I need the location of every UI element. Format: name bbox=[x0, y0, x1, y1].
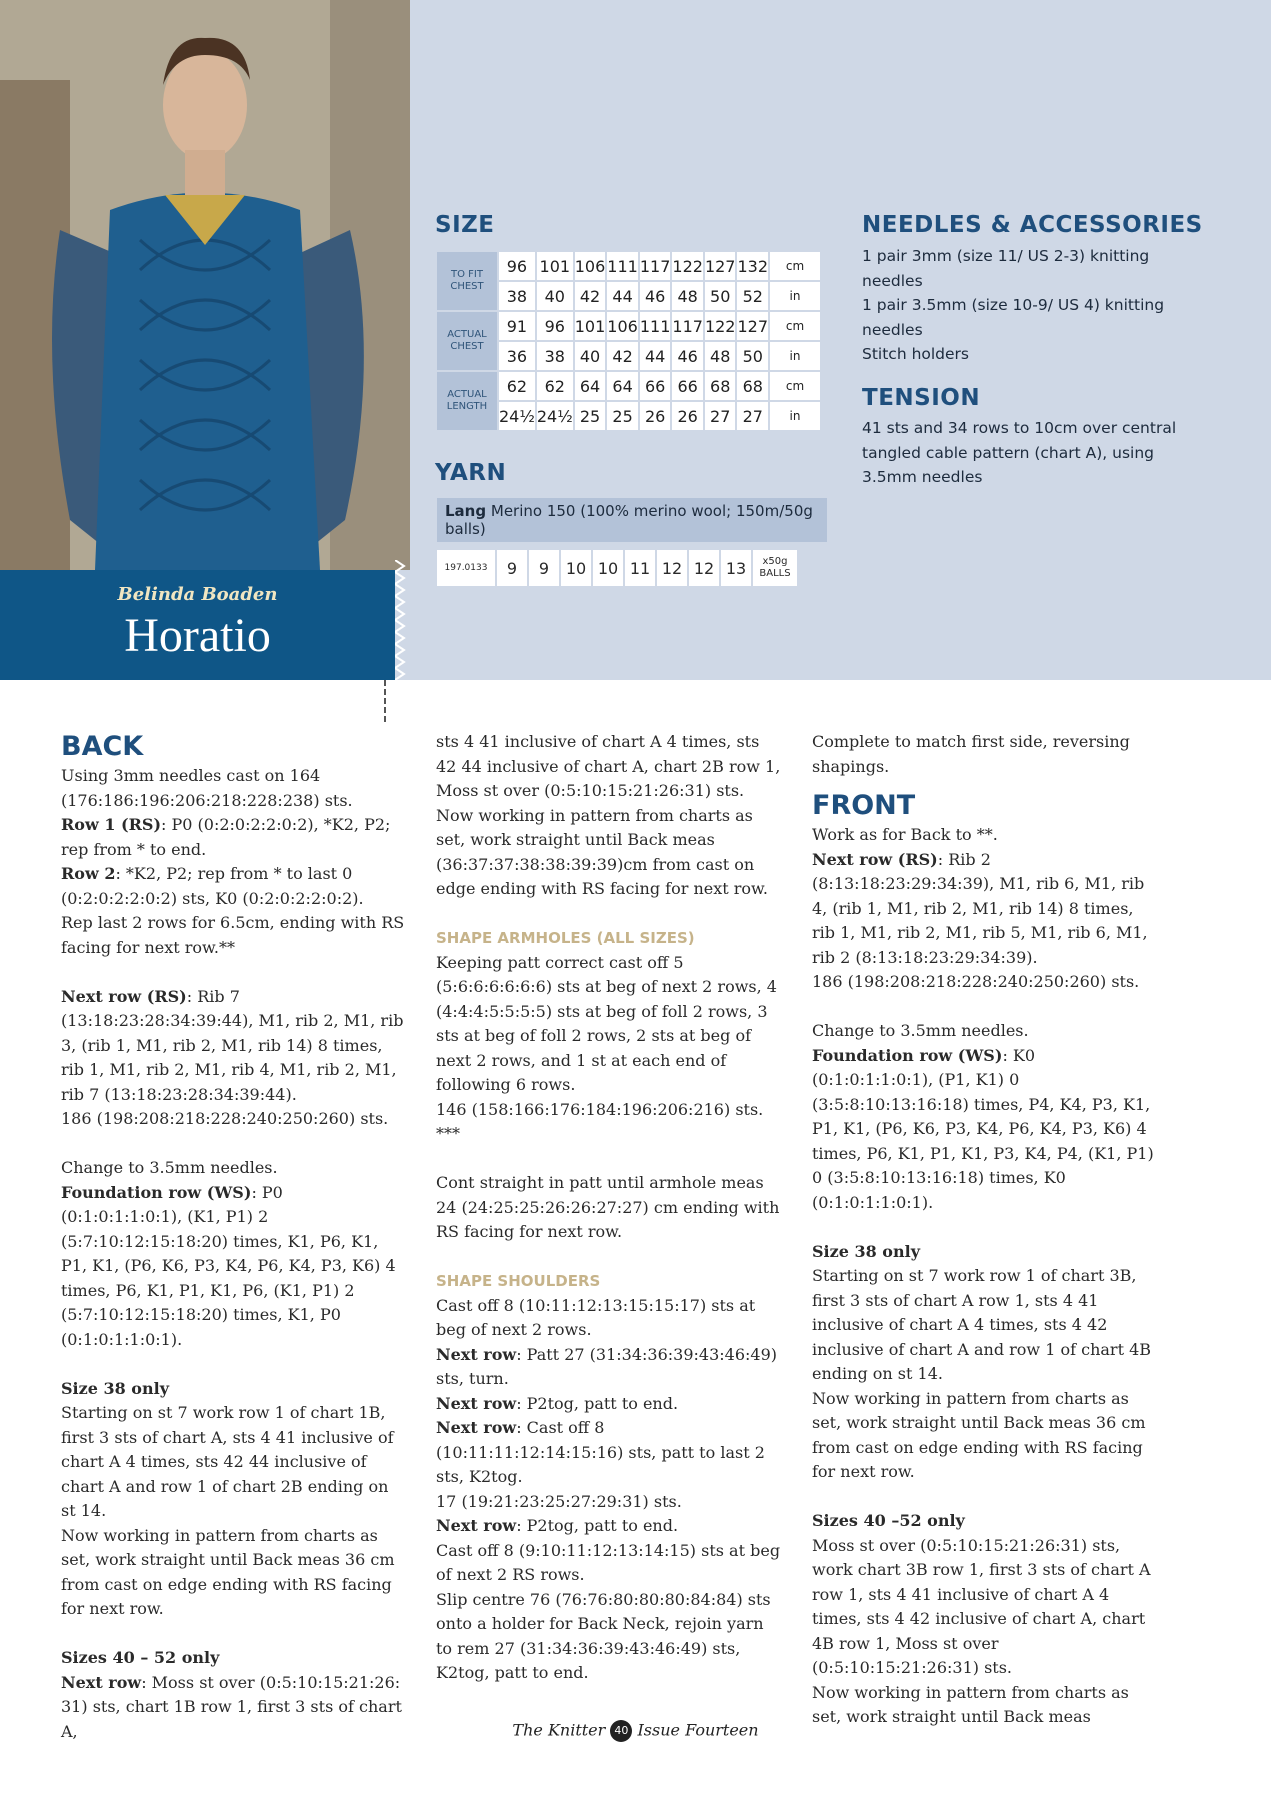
dashed-divider bbox=[384, 680, 386, 722]
designer-name: Belinda Boaden bbox=[117, 584, 278, 605]
size-cell: 68 bbox=[705, 372, 736, 400]
tension-text bbox=[862, 416, 1192, 490]
size-cell: 117 bbox=[672, 312, 703, 340]
yarn-table bbox=[435, 548, 799, 588]
shoulders-text: Next row: Cast off 8 (10:11:11:12:14:15:16) sts, patt to last 2 sts, K2tog. bbox=[436, 1418, 765, 1486]
shoulders-text: Slip centre 76 (76:76:80:80:80:84:84) sts onto a holder for Back Neck, rejoin yarn to rem 27 (31:34:36:39:43:46:49) sts, K2tog, patt to end. bbox=[436, 1589, 771, 1682]
size-cell: 25 bbox=[607, 402, 638, 430]
shoulders-text: Cast off 8 (10:11:12:13:15:15:17) sts at beg of next 2 rows. bbox=[436, 1295, 756, 1339]
size-cell: 91 bbox=[499, 312, 535, 340]
size-cell: 132 bbox=[737, 252, 768, 280]
yarn-heading: YARN bbox=[435, 460, 507, 486]
size-cell: 96 bbox=[499, 252, 535, 280]
back-row2: Row 2: *K2, P2; rep from * to last 0 (0:2:0:2:2:0:2) sts, K0 (0:2:0:2:2:0:2). bbox=[61, 864, 364, 908]
size-cell: 68 bbox=[737, 372, 768, 400]
size-cell: 52 bbox=[737, 282, 768, 310]
size-cell: 44 bbox=[607, 282, 638, 310]
yarn-cell: 11 bbox=[625, 550, 655, 586]
size-cell: 101 bbox=[537, 252, 573, 280]
issue-name: Issue Fourteen bbox=[637, 1720, 759, 1740]
size-cell: 46 bbox=[672, 342, 703, 370]
shoulders-text: Cast off 8 (9:10:11:12:13:14:15) sts at beg of next 2 RS rows. bbox=[436, 1540, 781, 1584]
unit-cell: in bbox=[770, 342, 820, 370]
needles-line: 1 pair 3mm (size 11/ US 2-3) knitting needles bbox=[862, 247, 1150, 290]
size-cell: 27 bbox=[737, 402, 768, 430]
front-sizes40-text: Moss st over (0:5:10:15:21:26:31) sts, work chart 3B row 1, first 3 sts of chart A row 1, sts 4 41 inclusive of chart A 4 times, sts 4 42 inclusive of chart A, chart 4B row 1, Moss st over (0:5:10:15:21:26:31) sts. bbox=[812, 1535, 1151, 1677]
yarn-cell: 10 bbox=[561, 550, 591, 586]
back-count: 186 (198:208:218:228:240:250:260) sts. bbox=[61, 1109, 389, 1128]
yarn-unit: x50g BALLS bbox=[753, 550, 797, 586]
size-cell: 64 bbox=[575, 372, 606, 400]
column-3 bbox=[812, 730, 1157, 1730]
size-cell: 127 bbox=[737, 312, 768, 340]
unit-cell: in bbox=[770, 282, 820, 310]
size-cell: 48 bbox=[705, 342, 736, 370]
shoulders-text: Next row: P2tog, patt to end. bbox=[436, 1516, 679, 1535]
needles-heading: NEEDLES & ACCESSORIES bbox=[862, 212, 1203, 238]
size-cell: 40 bbox=[575, 342, 606, 370]
column-2 bbox=[436, 730, 781, 1686]
magazine-name: The Knitter bbox=[512, 1720, 606, 1740]
yarn-cell: 12 bbox=[657, 550, 687, 586]
back-change: Change to 3.5mm needles. bbox=[61, 1158, 278, 1177]
size-cell: 25 bbox=[575, 402, 606, 430]
shoulders-text: 17 (19:21:23:25:27:29:31) sts. bbox=[436, 1491, 682, 1511]
model-illustration bbox=[0, 0, 410, 570]
zigzag-edge bbox=[395, 560, 413, 680]
size38-text2: Now working in pattern from charts as set, work straight until Back meas 36 cm from cast on edge ending with RS facing for next row. bbox=[61, 1525, 395, 1618]
needles-list bbox=[862, 244, 1192, 367]
back-paragraph: Using 3mm needles cast on 164 (176:186:196:206:218:228:238) sts. bbox=[61, 766, 353, 810]
size-cell: 27 bbox=[705, 402, 736, 430]
armholes-text: Keeping patt correct cast off 5 (5:6:6:6:6:6:6) sts at beg of next 2 rows, 4 (4:4:4:5:5:5:5) sts at beg of foll 2 rows, 3 sts at beg of foll 2 rows, 2 sts at beg of next 2 rows, and 1 st at each end of following 6 rows. bbox=[436, 952, 777, 1094]
size-cell: 111 bbox=[607, 252, 638, 280]
size-cell: 50 bbox=[737, 342, 768, 370]
size-cell: 122 bbox=[672, 252, 703, 280]
size-cell: 62 bbox=[499, 372, 535, 400]
tension-paragraph: 41 sts and 34 rows to 10cm over central tangled cable pattern (chart A), using 3.5mm needles bbox=[862, 419, 1177, 486]
size-heading: SIZE bbox=[435, 212, 495, 238]
cont-text: Cont straight in patt until armhole meas 24 (24:25:25:26:26:27:27) cm ending with RS facing for next row. bbox=[436, 1173, 780, 1241]
back-heading: BACK bbox=[61, 731, 144, 762]
size-table bbox=[435, 250, 822, 432]
unit-cell: cm bbox=[770, 252, 820, 280]
size-cell: 66 bbox=[640, 372, 671, 400]
pattern-title: Horatio bbox=[124, 609, 271, 662]
yarn-cell: 9 bbox=[529, 550, 559, 586]
page-number: 40 bbox=[610, 1720, 632, 1742]
needles-line: Stitch holders bbox=[862, 345, 970, 363]
yarn-cell: 9 bbox=[497, 550, 527, 586]
front-count: 186 (198:208:218:228:240:250:260) sts. bbox=[812, 972, 1140, 991]
yarn-cell: 10 bbox=[593, 550, 623, 586]
yarn-code: 197.0133 bbox=[437, 550, 495, 586]
size-cell: 24½ bbox=[537, 402, 573, 430]
size-cell: 127 bbox=[705, 252, 736, 280]
size-cell: 42 bbox=[575, 282, 606, 310]
needles-line: 1 pair 3.5mm (size 10-9/ US 4) knitting needles bbox=[862, 296, 1165, 339]
front-sizes40-heading: Sizes 40 –52 only bbox=[812, 1511, 965, 1530]
size-row-label: ACTUAL CHEST bbox=[437, 312, 497, 370]
size-cell: 42 bbox=[607, 342, 638, 370]
col3-paragraph: Complete to match first side, reversing shapings. bbox=[812, 732, 1130, 776]
sizes40-text: Next row: Moss st over (0:5:10:15:21:26: 31) sts, chart 1B row 1, first 3 sts of chart A, bbox=[61, 1672, 402, 1741]
size-cell: 46 bbox=[640, 282, 671, 310]
front-heading: FRONT bbox=[812, 790, 916, 821]
back-paragraph: Rep last 2 rows for 6.5cm, ending with RS facing for next row.** bbox=[61, 913, 405, 957]
front-size38-text: Starting on st 7 work row 1 of chart 3B, first 3 sts of chart A row 1, sts 4 41 inclusive of chart A 4 times, sts 4 42 inclusive of chart A and row 1 of chart 4B ending on st 14. bbox=[812, 1266, 1152, 1383]
back-foundation: Foundation row (WS): P0 (0:1:0:1:1:0:1), (K1, P1) 2 (5:7:10:12:15:18:20) times, K1, P6, K1, P1, K1, (P6, K6, P3, K4, P6, K4, P3, K6) 4 times, P6, K1, P1, K1, P6, (K1, P1) 2 (5:7:10:12:15:18:20) times, K1, P0 (0:1:0:1:1:0:1). bbox=[61, 1182, 396, 1349]
yarn-brand: Lang bbox=[445, 502, 487, 520]
front-text: Work as for Back to **. bbox=[812, 825, 998, 844]
yarn-description bbox=[437, 498, 827, 542]
unit-cell: cm bbox=[770, 372, 820, 400]
model-photo bbox=[0, 0, 410, 570]
size-cell: 36 bbox=[499, 342, 535, 370]
size-cell: 26 bbox=[672, 402, 703, 430]
size-cell: 101 bbox=[575, 312, 606, 340]
yarn-cell: 13 bbox=[721, 550, 751, 586]
shoulders-text: Next row: P2tog, patt to end. bbox=[436, 1393, 679, 1413]
size-cell: 48 bbox=[672, 282, 703, 310]
size-cell: 24½ bbox=[499, 402, 535, 430]
back-next-row: Next row (RS): Rib 7 (13:18:23:28:34:39:44), M1, rib 2, M1, rib 3, (rib 1, M1, rib 2, M1, rib 14) 8 times, rib 1, M1, rib 2, M1, rib 4, M1, rib 2, M1, rib 7 (13:18:23:28:34:39:44). bbox=[61, 986, 404, 1104]
yarn-cell: 12 bbox=[689, 550, 719, 586]
yarn-desc-text: Merino 150 (100% merino wool; 150m/50g balls) bbox=[445, 502, 813, 538]
shoulders-heading: SHAPE SHOULDERS bbox=[436, 1272, 601, 1290]
size-cell: 111 bbox=[640, 312, 671, 340]
size-row-label: ACTUAL LENGTH bbox=[437, 372, 497, 430]
size-cell: 64 bbox=[607, 372, 638, 400]
size-cell: 106 bbox=[607, 312, 638, 340]
back-row1: Row 1 (RS): P0 (0:2:0:2:2:0:2), *K2, P2; rep from * to end. bbox=[61, 815, 391, 859]
col2-paragraph: Now working in pattern from charts as set, work straight until Back meas (36:37:37:38:38:39:39)cm from cast on edge ending with RS facing for next row. bbox=[436, 805, 768, 898]
size38-text: Starting on st 7 work row 1 of chart 1B, first 3 sts of chart A, sts 4 41 inclusive of chart A 4 times, sts 42 44 inclusive of chart A and row 1 of chart 2B ending on st 14. bbox=[61, 1403, 394, 1520]
size-cell: 62 bbox=[537, 372, 573, 400]
front-size38-text2: Now working in pattern from charts as set, work straight until Back meas 36 cm from cast on edge ending with RS facing for next row. bbox=[812, 1388, 1146, 1481]
front-size38-heading: Size 38 only bbox=[812, 1241, 920, 1261]
armholes-count: 146 (158:166:176:184:196:206:216) sts. *** bbox=[436, 1099, 764, 1143]
size-cell: 38 bbox=[499, 282, 535, 310]
size-cell: 44 bbox=[640, 342, 671, 370]
size-cell: 96 bbox=[537, 312, 573, 340]
size-cell: 122 bbox=[705, 312, 736, 340]
front-sizes40-text2: Now working in pattern from charts as set, work straight until Back meas bbox=[812, 1682, 1129, 1726]
armholes-heading: SHAPE ARMHOLES (ALL SIZES) bbox=[436, 929, 695, 947]
size-row-label: TO FIT CHEST bbox=[437, 252, 497, 310]
page-footer bbox=[0, 1720, 1271, 1742]
col2-paragraph: sts 4 41 inclusive of chart A 4 times, sts 42 44 inclusive of chart A, chart 2B row 1, Moss st over (0:5:10:15:21:26:31) sts. bbox=[436, 732, 781, 800]
size-cell: 117 bbox=[640, 252, 671, 280]
tension-heading: TENSION bbox=[862, 385, 981, 411]
size-cell: 26 bbox=[640, 402, 671, 430]
unit-cell: cm bbox=[770, 312, 820, 340]
front-next-row: Next row (RS): Rib 2 (8:13:18:23:29:34:39), M1, rib 6, M1, rib 4, (rib 1, M1, rib 2, M1, rib 14) 8 times, rib 1, M1, rib 2, M1, rib 5, M1, rib 6, M1, rib 2 (8:13:18:23:29:34:39). bbox=[812, 849, 1148, 967]
unit-cell: in bbox=[770, 402, 820, 430]
size-cell: 50 bbox=[705, 282, 736, 310]
size38-heading: Size 38 only bbox=[61, 1378, 169, 1398]
size-cell: 38 bbox=[537, 342, 573, 370]
front-change: Change to 3.5mm needles. bbox=[812, 1021, 1029, 1040]
size-cell: 66 bbox=[672, 372, 703, 400]
front-foundation: Foundation row (WS): K0 (0:1:0:1:1:0:1), (P1, K1) 0 (3:5:8:10:13:16:18) times, P4, K4, P3, K1, P1, K1, (P6, K6, P3, K4, P6, K4, P3, K6) 4 times, P6, K1, P1, K1, P3, K4, P4, (K1, P1) 0 (3:5:8:10:13:16:18) times, K0 (0:1:0:1:1:0:1). bbox=[812, 1045, 1154, 1212]
shoulders-text: Next row: Patt 27 (31:34:36:39:43:46:49) sts, turn. bbox=[436, 1344, 777, 1388]
size-cell: 106 bbox=[575, 252, 606, 280]
column-1 bbox=[61, 730, 406, 1744]
sizes40-heading: Sizes 40 – 52 only bbox=[61, 1648, 220, 1667]
size-cell: 40 bbox=[537, 282, 573, 310]
